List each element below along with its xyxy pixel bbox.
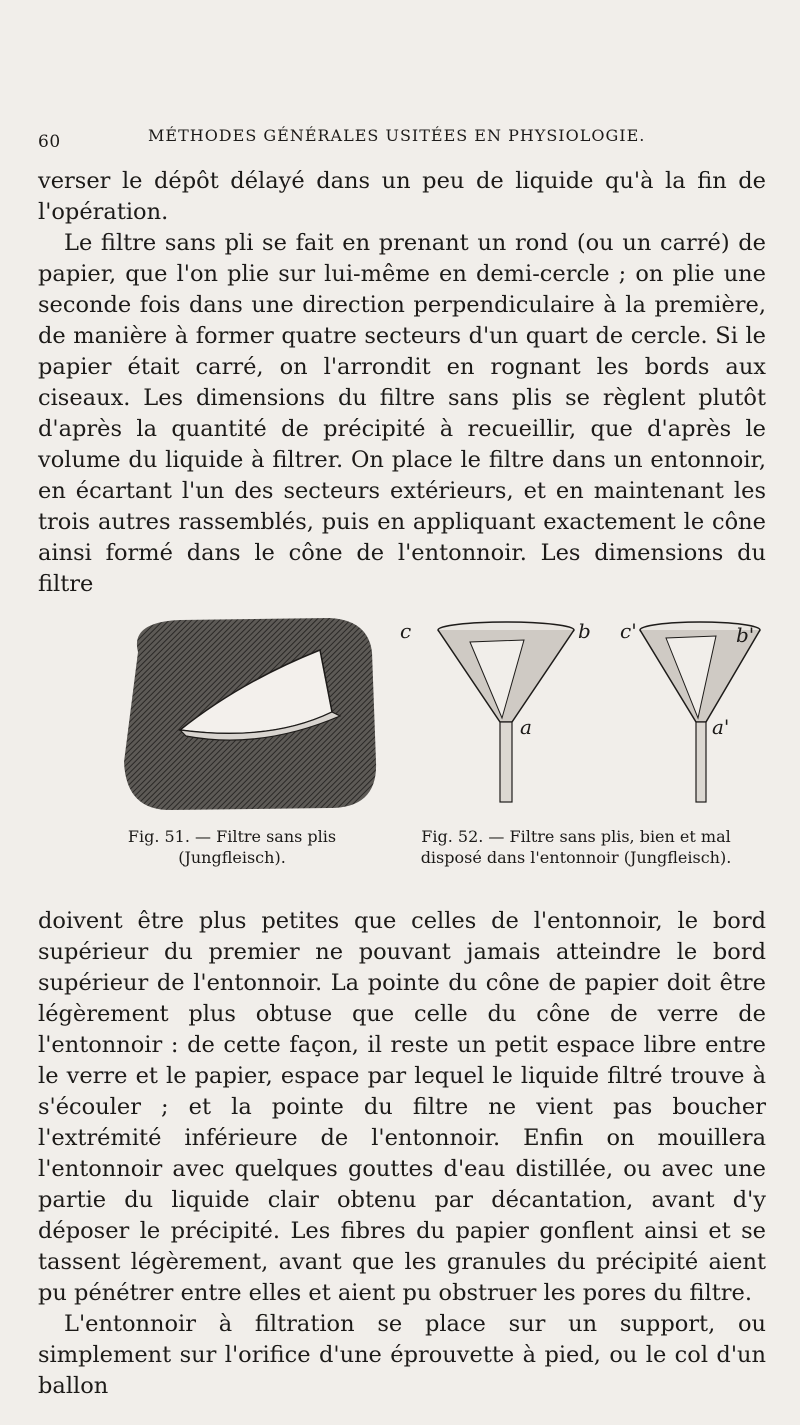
fig52-caption — [376, 826, 776, 868]
label-c-prime: c' — [620, 619, 637, 643]
label-b-prime: b' — [736, 623, 755, 647]
fig52-illustration — [396, 600, 766, 815]
fig51-caption — [82, 826, 382, 868]
fig52-caption-line1: Fig. 52. — Filtre sans plis, bien et mal — [421, 827, 731, 846]
paragraph-continuation: verser le dépôt délayé dans un peu de liquide qu'à la fin de l'opération. — [38, 168, 766, 225]
body-text-top — [38, 166, 766, 600]
label-c: c — [400, 619, 412, 643]
paragraph-dimensions: doivent être plus petites que celles de l'entonnoir, le bord supérieur du premier ne pouvant jamais atteindre le bord supérieur de l'entonnoir. La pointe du cône de papier doit être légèrement plus obtuse que celle du cône de verre de l'entonnoir : de cette façon, il reste un petit espace libre entre le verre et le papier, espace par lequel le liquide filtré trouve à s'écouler ; et la pointe du filtre ne vient pas boucher l'extrémité inférieure de l'entonnoir. Enfin on mouillera l'entonnoir avec quelques gouttes d'eau distillée, ou avec une partie du liquide clair obtenu par décantation, avant d'y déposer le précipité. Les fibres du papier gonflent ainsi et se tassent légèrement, avant que les granules du précipité aient pu pénétrer entre elles et aient pu obstruer les pores du filtre. — [38, 908, 766, 1306]
page-header — [38, 126, 758, 156]
body-text-bottom — [38, 906, 766, 1402]
funnel-incorrect — [620, 619, 760, 802]
figures-row — [38, 600, 768, 890]
paragraph-support: L'entonnoir à filtration se place sur un support, ou simplement sur l'orifice d'une éprouvette à pied, ou le col d'un ballon — [38, 1311, 766, 1399]
fig51-illustration — [120, 612, 380, 812]
label-b: b — [578, 619, 591, 643]
page-number: 60 — [38, 132, 61, 152]
fig51-caption-line1: Fig. 51. — Filtre sans plis — [127, 827, 337, 846]
fig52-caption-line2: disposé dans l'entonnoir (Jungfleisch). — [420, 848, 732, 867]
label-a-prime: a' — [712, 715, 730, 739]
running-title: MÉTHODES GÉNÉRALES USITÉES EN PHYSIOLOGIE. — [148, 126, 646, 145]
paragraph-filtre-sans-pli: Le filtre sans pli se fait en prenant un rond (ou un carré) de papier, que l'on plie sur lui-même en demi-cercle ; on plie une seconde fois dans une direction perpendiculaire à la première, de manière à former quatre secteurs d'un quart de cercle. Si le papier était carré, on l'arrondit en rognant les bords aux ciseaux. Les dimensions du filtre sans plis se règlent plutôt d'après la quantité de précipité à recueillir, que d'après le volume du liquide à filtrer. On place le filtre dans un entonnoir, en écartant l'un des secteurs extérieurs, et en maintenant les trois autres rassemblés, puis en appliquant exactement le cône ainsi formé dans le cône de l'entonnoir. Les dimensions du filtre — [38, 230, 766, 597]
funnel-correct — [400, 619, 591, 802]
fig51-caption-line2: (Jungfleisch). — [178, 848, 286, 867]
label-a: a — [520, 715, 532, 739]
